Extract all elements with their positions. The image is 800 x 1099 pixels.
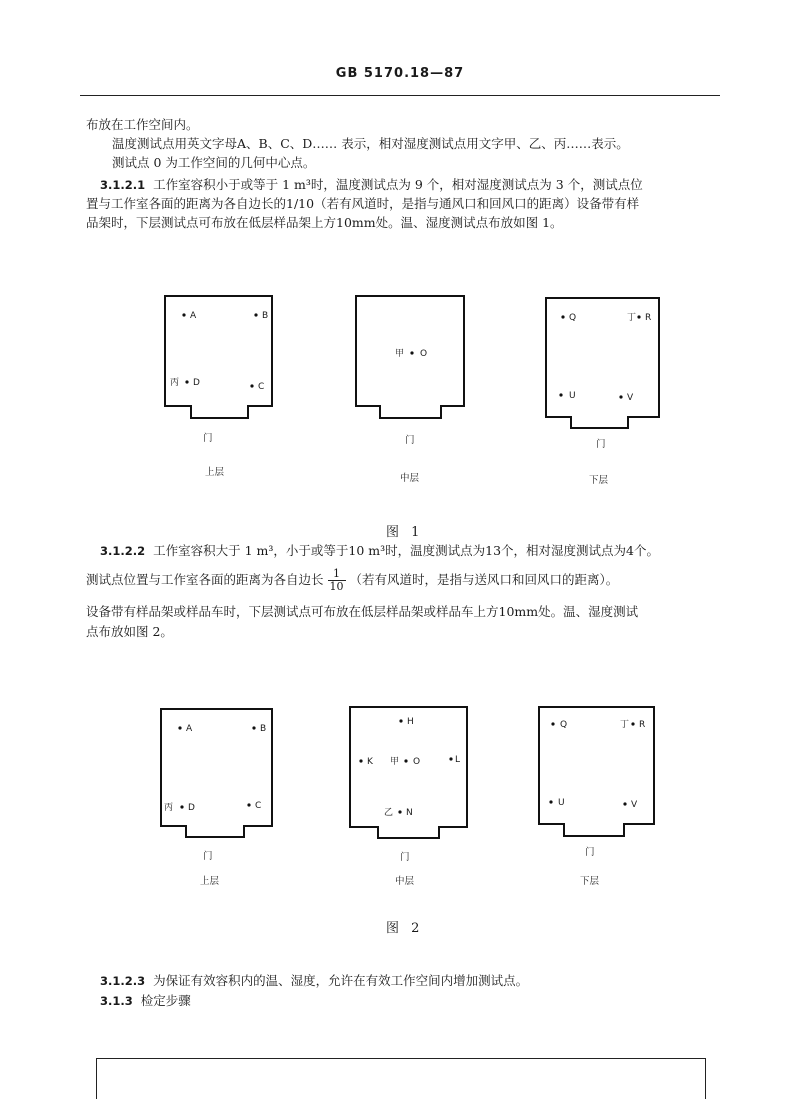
paragraph-3: 测试点 0 为工作空间的几何中心点。 [112,155,316,170]
fig2-upper-point-c: C [255,801,262,811]
fig2-lower-point-r: R [639,720,646,730]
fig1-lower-point-u: U [569,391,576,401]
fig1-upper-point-a: A [190,311,197,321]
fig2-middle-point-l: L [455,755,461,765]
standard-header: GB 5170.18—87 [335,66,465,81]
fig2-lower-point-ding: 丁 [620,720,630,730]
fig1-upper-layer: 上层 [205,467,225,478]
clause-3123-number: 3.1.2.3 [100,974,146,988]
clause-313-number: 3.1.3 [100,994,133,1008]
fraction-one-tenth [328,568,346,593]
fig1-middle-room [356,296,464,484]
clause-3121-line-3: 品架时，下层测试点可布放在低层样品架上方10mm处。温、湿度测试点布放如图 1。 [86,215,563,230]
fig2-middle-point-yi: 乙 [384,808,394,818]
fig2-middle-room [350,707,467,887]
clause-3123-text: 为保证有效容积内的温、湿度，允许在有效工作空间内增加测试点。 [153,973,529,988]
fig1-lower-room [546,298,659,486]
clause-3122-text-2b: （若有风道时，是指与送风口和回风口的距离）。 [349,572,619,587]
figure-2 [0,700,800,900]
header-rule [80,95,720,96]
figure-1-caption: 图 1 [386,525,424,540]
clause-3122-number: 3.1.2.2 [100,544,146,558]
fig1-middle-point-jia: 甲 [395,349,405,359]
clause-313 [100,992,191,1010]
clause-3121-text-1: 工作室容积小于或等于 1 m³时，温度测试点为 9 个，相对湿度测试点为 3 个，测试点位 [153,177,643,192]
fig2-upper-point-bing: 丙 [164,803,174,813]
clause-3121-number: 3.1.2.1 [100,178,146,192]
fig1-middle-point-o: O [420,349,428,359]
fig2-middle-point-jia: 甲 [390,757,400,767]
fig1-upper-room [165,296,272,478]
paragraph-1: 布放在工作空间内。 [86,117,199,132]
clause-3122-line-2 [86,568,618,593]
fig1-upper-door: 门 [203,433,213,444]
figure-1 [0,290,800,500]
clause-3123 [100,972,528,990]
fig2-lower-room [539,707,654,887]
fig2-upper-layer: 上层 [200,876,220,887]
fig2-lower-point-u: U [558,798,565,808]
fig2-upper-door: 门 [203,851,213,862]
fig2-middle-point-o: O [413,757,421,767]
fig1-upper-point-d: D [193,378,200,388]
fig1-lower-point-q: Q [569,313,577,323]
fig2-upper-point-d: D [188,803,195,813]
fig2-upper-room [161,709,272,887]
clause-3121-line-1 [100,176,643,194]
clause-3122-text-2a: 测试点位置与工作室各面的距离为各自边长 [86,572,324,587]
bottom-table-frame [96,1058,706,1099]
fig2-middle-point-h: H [407,717,414,727]
fig2-middle-layer: 中层 [395,876,415,887]
fraction-denominator: 10 [329,580,344,593]
fig2-lower-layer: 下层 [580,876,600,887]
fig1-lower-layer: 下层 [589,475,609,486]
clause-3122-line-4: 点布放如图 2。 [86,624,173,639]
fig2-upper-point-b: B [260,724,267,734]
fig2-middle-door: 门 [400,852,410,863]
fig1-upper-point-bing: 丙 [170,378,180,388]
fig1-upper-point-b: B [262,311,269,321]
fig1-lower-point-r: R [645,313,652,323]
fig2-lower-outline [539,707,654,836]
clause-3122-line-1 [100,542,659,560]
fig1-lower-door: 门 [596,439,606,450]
fig1-middle-layer: 中层 [400,473,420,484]
paragraph-2: 温度测试点用英文字母A、B、C、D…… 表示，相对湿度测试点用文字甲、乙、丙……表示。 [112,136,629,151]
figure-2-caption: 图 2 [386,921,424,936]
fig1-middle-door: 门 [405,435,415,446]
fig2-lower-door: 门 [585,847,595,858]
clause-313-text: 检定步骤 [140,993,191,1008]
fig2-lower-point-q: Q [560,720,568,730]
fraction-numerator: 1 [328,568,346,581]
clause-3122-line-3: 设备带有样品架或样品车时，下层测试点可布放在低层样品架或样品车上方10mm处。温、湿度测试 [86,604,639,619]
fig2-lower-point-v: V [631,800,638,810]
fig1-upper-point-c: C [258,382,265,392]
fig2-middle-point-k: K [367,757,373,767]
fig1-lower-point-ding: 丁 [627,313,637,323]
fig2-middle-point-n: N [406,808,413,818]
fig1-lower-point-v: V [627,393,634,403]
clause-3121-line-2: 置与工作室各面的距离为各自边长的1/10（若有风道时，是指与通风口和回风口的距离）设备带有样 [86,196,640,211]
fig2-upper-point-a: A [186,724,193,734]
clause-3122-text-1: 工作室容积大于 1 m³，小于或等于10 m³时，温度测试点为13个，相对湿度测试点为4个。 [153,543,659,558]
fig1-middle-outline [356,296,464,418]
